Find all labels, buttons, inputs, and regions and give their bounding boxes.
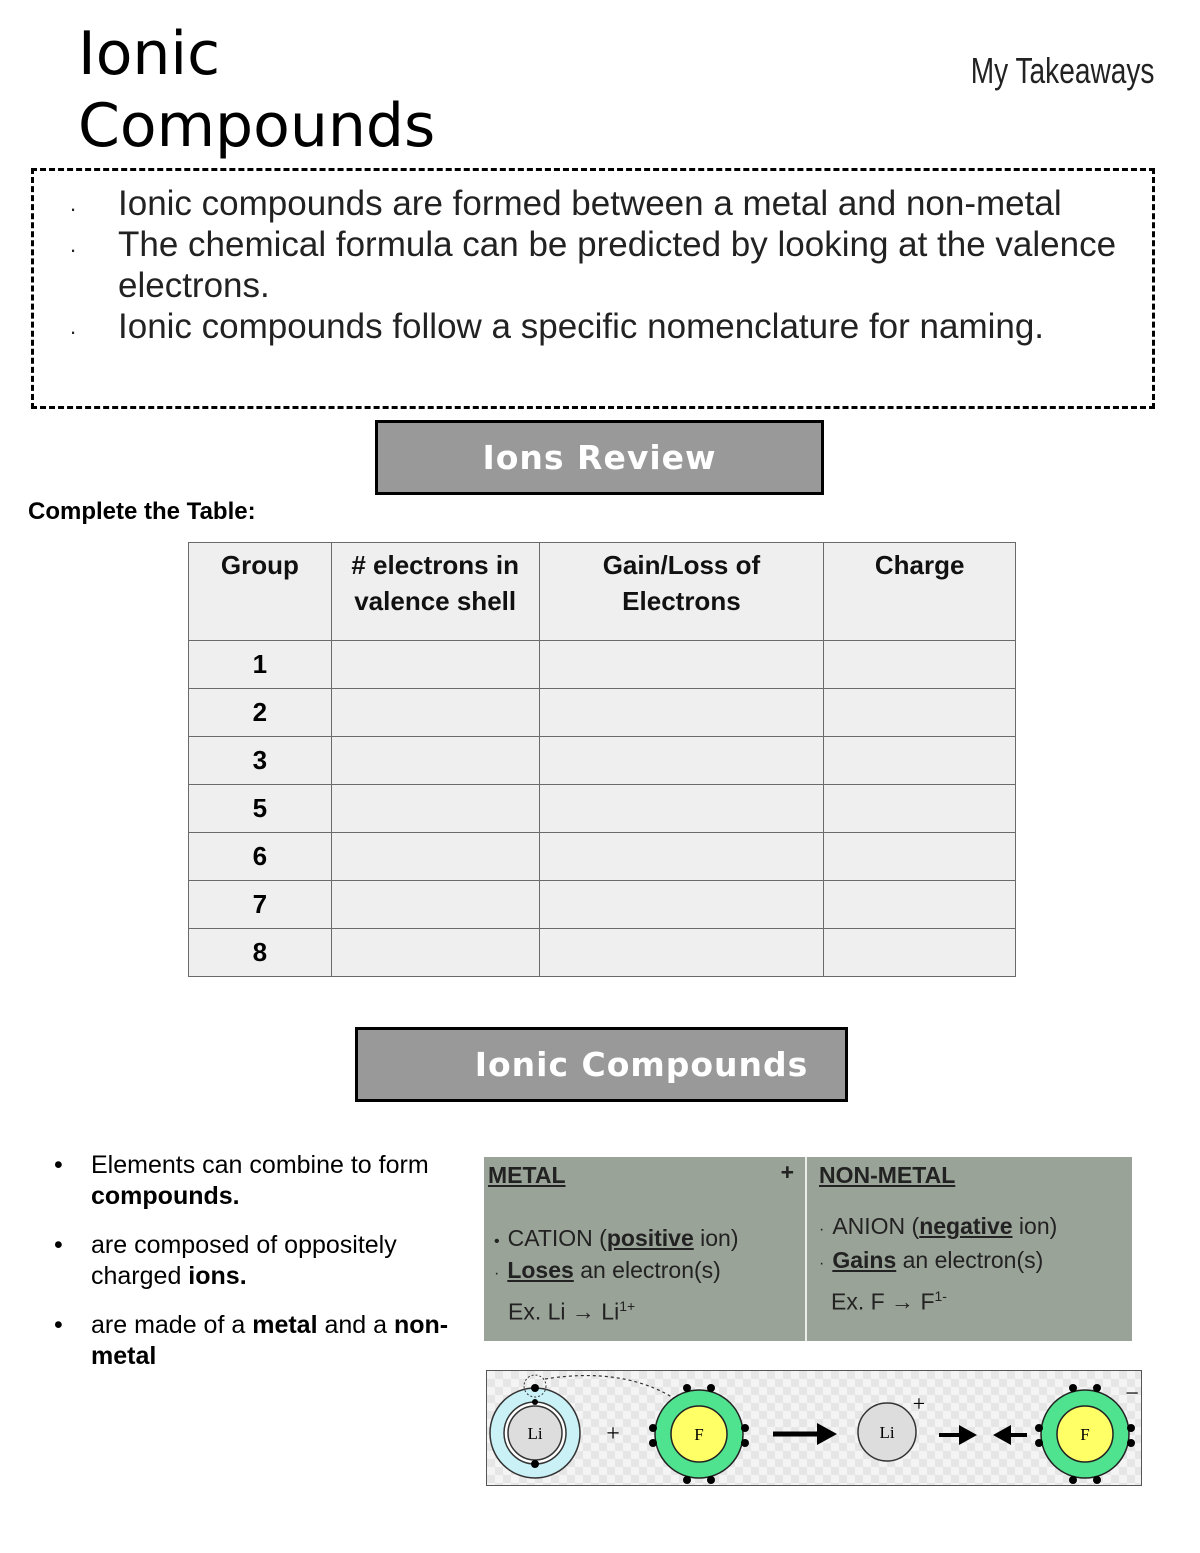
electron-dot <box>707 1476 715 1484</box>
gains-line: · Gains an electron(s) <box>819 1247 1044 1273</box>
bullet-icon: . <box>70 191 77 216</box>
electrons-cell[interactable] <box>331 929 539 977</box>
metal-nonmetal-panel <box>484 1157 1132 1341</box>
page-title <box>78 18 435 162</box>
plus-sign: + <box>606 1421 620 1447</box>
electron-dot <box>741 1424 749 1432</box>
electrons-cell[interactable] <box>331 785 539 833</box>
ions-review-header: Ions Review <box>375 420 824 495</box>
charge-cell[interactable] <box>824 641 1016 689</box>
charge-cell[interactable] <box>824 881 1016 929</box>
electron-dot <box>1035 1424 1043 1432</box>
page-title-line-1: Ionic <box>78 19 221 89</box>
group-cell: 8 <box>189 929 332 977</box>
group-cell: 2 <box>189 689 332 737</box>
charge-cell[interactable] <box>824 689 1016 737</box>
electron-transfer-svg <box>487 1371 1143 1487</box>
charge-cell[interactable] <box>824 737 1016 785</box>
panel-divider <box>805 1157 807 1341</box>
group-cell: 1 <box>189 641 332 689</box>
electron-dot <box>1035 1439 1043 1447</box>
f-label: F <box>694 1425 704 1444</box>
electron-transfer-diagram <box>486 1370 1142 1486</box>
summary-list <box>70 183 1130 347</box>
gain-loss-cell[interactable] <box>539 785 824 833</box>
column-header-gain-loss: Gain/Loss of Electrons <box>539 543 824 641</box>
bullet-icon: • <box>54 1311 63 1339</box>
li-ion-label: Li <box>879 1423 895 1442</box>
list-item: • Elements can combine to form compounds. <box>54 1151 429 1210</box>
gain-loss-cell[interactable] <box>539 689 824 737</box>
list-item: • are made of a metal and a non-metal <box>54 1311 449 1370</box>
column-header-charge: Charge <box>824 543 1016 641</box>
summary-box <box>31 168 1155 409</box>
nonmetal-column <box>819 1157 1129 1319</box>
table-row <box>189 881 1016 929</box>
group-cell: 6 <box>189 833 332 881</box>
gain-loss-cell[interactable] <box>539 737 824 785</box>
table-row <box>189 785 1016 833</box>
nonmetal-example: Ex. $F \to F^{1-}$ <box>831 1288 947 1315</box>
electrons-cell[interactable] <box>331 641 539 689</box>
f-ion-label: F <box>1080 1425 1090 1444</box>
ions-review-table <box>188 542 1016 977</box>
column-header-electrons: # electrons in valence shell <box>331 543 539 641</box>
summary-item: . The chemical formula can be predicted by looking at the valence electrons. <box>70 225 1117 305</box>
loses-line: · Loses an electron(s) <box>494 1257 721 1283</box>
reaction-arrow-icon <box>817 1423 837 1445</box>
plus-sign: + <box>780 1159 794 1185</box>
bullet-icon: · <box>819 1221 825 1238</box>
attraction-arrow-left-icon <box>993 1425 1011 1445</box>
electron-dot <box>1093 1476 1101 1484</box>
electron-dot <box>531 1384 539 1392</box>
electron-dot <box>531 1460 539 1468</box>
nonmetal-title: NON-METAL <box>819 1162 956 1188</box>
bullet-icon: • <box>54 1151 63 1179</box>
table-row <box>189 833 1016 881</box>
table-row <box>189 929 1016 977</box>
electrons-cell[interactable] <box>331 833 539 881</box>
group-cell: 7 <box>189 881 332 929</box>
metal-title: METAL <box>488 1162 566 1188</box>
electron-dot <box>649 1424 657 1432</box>
column-header-group: Group <box>189 543 332 641</box>
page-title-line-2: Compounds <box>78 91 436 161</box>
bullet-icon: . <box>70 232 77 257</box>
electron-dot <box>532 1399 538 1405</box>
bullet-icon: . <box>70 314 77 339</box>
bullet-icon: • <box>54 1231 63 1259</box>
cation-line: • CATION (positive ion) <box>494 1225 739 1251</box>
gain-loss-cell[interactable] <box>539 641 824 689</box>
electron-dot <box>683 1384 691 1392</box>
complete-table-label: Complete the Table: <box>28 498 256 525</box>
attraction-arrow-right-icon <box>959 1425 977 1445</box>
gain-loss-cell[interactable] <box>539 881 824 929</box>
gain-loss-cell[interactable] <box>539 929 824 977</box>
metal-example: Ex. $Li \to Li^{1+}$ <box>508 1298 636 1325</box>
electron-dot <box>741 1439 749 1447</box>
charge-cell[interactable] <box>824 833 1016 881</box>
charge-cell[interactable] <box>824 785 1016 833</box>
bullet-icon: • <box>494 1233 500 1250</box>
table-row <box>189 689 1016 737</box>
compound-facts-list <box>50 1150 470 1390</box>
electron-dot <box>1093 1384 1101 1392</box>
electron-dot <box>683 1476 691 1484</box>
group-cell: 5 <box>189 785 332 833</box>
metal-column <box>488 1157 800 1329</box>
negative-charge: − <box>1125 1381 1139 1407</box>
electron-dot <box>649 1439 657 1447</box>
bullet-icon: · <box>819 1255 825 1272</box>
table-row <box>189 737 1016 785</box>
positive-charge: + <box>912 1391 926 1416</box>
electron-dot <box>1069 1476 1077 1484</box>
electron-dot <box>1127 1439 1135 1447</box>
list-item: • are composed of oppositely charged ions. <box>54 1231 397 1290</box>
bullet-icon: · <box>494 1265 500 1282</box>
table-header-row <box>189 543 1016 641</box>
electron-dot <box>707 1384 715 1392</box>
electron-dot <box>1127 1424 1135 1432</box>
charge-cell[interactable] <box>824 929 1016 977</box>
my-takeaways-label: My Takeaways <box>970 50 1154 91</box>
ionic-compounds-header: Ionic Compounds <box>355 1027 848 1102</box>
electrons-cell[interactable] <box>331 737 539 785</box>
gain-loss-cell[interactable] <box>539 833 824 881</box>
group-cell: 3 <box>189 737 332 785</box>
anion-line: · ANION (negative ion) <box>819 1213 1058 1239</box>
electrons-cell[interactable] <box>331 689 539 737</box>
summary-item: . Ionic compounds follow a specific nomenclature for naming. <box>70 307 1045 346</box>
table-row <box>189 641 1016 689</box>
electrons-cell[interactable] <box>331 881 539 929</box>
li-label: Li <box>527 1424 543 1443</box>
electron-dot <box>1069 1384 1077 1392</box>
summary-item: . Ionic compounds are formed between a metal and non-metal <box>70 184 1062 223</box>
